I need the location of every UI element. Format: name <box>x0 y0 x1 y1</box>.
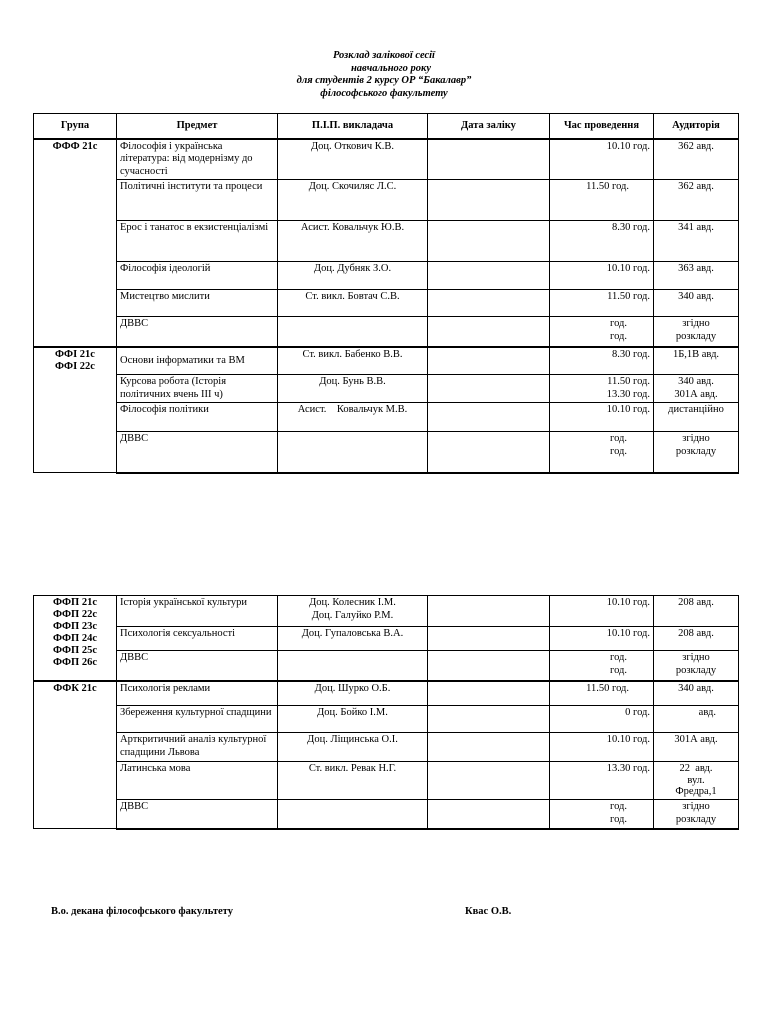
teacher-cell <box>278 596 428 627</box>
room-line: розкладу <box>675 445 717 457</box>
room-cell <box>654 762 739 800</box>
date-cell <box>428 180 550 221</box>
date-cell <box>428 627 550 651</box>
room-cell <box>654 651 739 681</box>
time-line: год. <box>610 652 627 663</box>
subject-cell: Філософія політики <box>117 403 278 432</box>
table-row <box>34 432 739 473</box>
teacher-cell: Асист. Ковальчук М.В. <box>278 403 428 432</box>
room-cell: 340 авд. <box>654 681 739 706</box>
time-line: 13.30 год. <box>606 388 650 400</box>
time-cell <box>550 317 654 347</box>
date-cell <box>428 290 550 317</box>
teacher-line: Доц. Колесник І.М. <box>309 597 396 608</box>
date-cell <box>428 800 550 829</box>
room-cell <box>654 432 739 473</box>
teacher-cell <box>278 432 428 473</box>
time-line: год. <box>610 445 627 457</box>
table-row <box>34 180 739 221</box>
table-row <box>34 347 739 375</box>
subject-cell: Основи інформатики та ВМ <box>117 347 278 375</box>
subject-cell: Латинська мова <box>117 762 278 800</box>
teacher-cell: Ст. викл. Бабенко В.В. <box>278 347 428 375</box>
subject-cell: Філософія ідеологій <box>117 262 278 290</box>
room-cell: 362 авд. <box>654 139 739 180</box>
dean-position: В.о. декана філософського факультету <box>51 906 233 917</box>
date-cell <box>428 762 550 800</box>
group-cell <box>34 347 117 473</box>
date-cell <box>428 651 550 681</box>
table-row <box>34 375 739 403</box>
subject-cell: Арткритичний аналіз культурної спадщини Львова <box>117 733 278 762</box>
group-label: ФФІ 21с <box>55 348 95 360</box>
table-row <box>34 596 739 627</box>
subject-cell: ДВВС <box>117 800 278 829</box>
schedule-table-1 <box>33 113 739 474</box>
date-cell <box>428 403 550 432</box>
table-row <box>34 221 739 262</box>
room-line: згідно <box>682 433 710 444</box>
teacher-cell: Доц. Бунь В.В. <box>278 375 428 403</box>
time-cell: 8.30 год. <box>550 347 654 375</box>
time-cell: 13.30 год. <box>550 762 654 800</box>
time-cell <box>550 651 654 681</box>
room-cell <box>654 375 739 403</box>
table-row <box>34 627 739 651</box>
teacher-cell: Доц. Бойко І.М. <box>278 706 428 733</box>
teacher-cell: Доц. Ліщинська О.І. <box>278 733 428 762</box>
header-faculty: філософського факультету <box>320 87 448 99</box>
time-cell: 10.10 год. <box>550 262 654 290</box>
table-row <box>34 706 739 733</box>
room-cell: 1Б,1В авд. <box>654 347 739 375</box>
table-row <box>34 733 739 762</box>
subject-cell: ДВВС <box>117 432 278 473</box>
room-cell <box>654 317 739 347</box>
col-header-date: Дата заліку <box>428 114 550 139</box>
group-cell <box>34 681 117 829</box>
date-cell <box>428 432 550 473</box>
time-line: 11.50 год. <box>607 376 650 387</box>
room-cell: 363 авд. <box>654 262 739 290</box>
group-cell <box>34 139 117 347</box>
subject-cell: Ерос і танатос в екзистенціалізмі <box>117 221 278 262</box>
group-label: ФФФ 21с <box>52 140 98 152</box>
date-cell <box>428 139 550 180</box>
date-cell <box>428 596 550 627</box>
table-row <box>34 290 739 317</box>
table-row <box>34 317 739 347</box>
group-cell <box>34 596 117 681</box>
room-line: згідно <box>682 652 710 663</box>
room-line: 340 авд. <box>678 376 714 387</box>
group-label: ФФП 26с <box>53 657 97 668</box>
teacher-cell: Ст. викл. Бовтач С.В. <box>278 290 428 317</box>
time-cell: 11.50 год. <box>550 681 654 706</box>
subject-cell: ДВВС <box>117 651 278 681</box>
teacher-cell: Доц. Скочиляс Л.С. <box>278 180 428 221</box>
time-cell: 11.50 год. <box>550 180 654 221</box>
time-cell: 0 год. <box>550 706 654 733</box>
teacher-cell: Асист. Ковальчук Ю.В. <box>278 221 428 262</box>
subject-cell: ДВВС <box>117 317 278 347</box>
room-line: розкладу <box>675 813 717 825</box>
subject-cell: Психологія реклами <box>117 681 278 706</box>
col-header-group: Група <box>34 114 117 139</box>
subject-cell: Політичні інститути та процеси <box>117 180 278 221</box>
time-cell: 10.10 год. <box>550 627 654 651</box>
table-row <box>34 139 739 180</box>
room-cell: 362 авд. <box>654 180 739 221</box>
subject-cell: Філософія і українська література: від модернізму до сучасності <box>117 139 278 180</box>
group-label: ФФІ 22с <box>55 361 95 372</box>
table-header-row <box>34 114 739 139</box>
group-label: ФФП 25с <box>53 645 97 656</box>
room-cell: 208 авд. <box>654 596 739 627</box>
date-cell <box>428 262 550 290</box>
table-row <box>34 681 739 706</box>
subject-cell: Психологія сексуальності <box>117 627 278 651</box>
date-cell <box>428 221 550 262</box>
col-header-subject: Предмет <box>117 114 278 139</box>
time-line: год. <box>610 813 627 825</box>
time-cell: 8.30 год. <box>550 221 654 262</box>
time-cell <box>550 800 654 829</box>
group-label: ФФК 21с <box>53 682 97 694</box>
teacher-cell <box>278 317 428 347</box>
time-cell: 10.10 год. <box>550 139 654 180</box>
header-academic-year: навчального року <box>350 62 432 74</box>
table-row <box>34 403 739 432</box>
time-line: год. <box>610 318 627 329</box>
time-line: год. <box>610 664 627 676</box>
room-cell: дистанційно <box>654 403 739 432</box>
subject-cell: Курсова робота (Історія політичних вчень ІІІ ч) <box>117 375 278 403</box>
col-header-teacher: П.І.П. викладача <box>278 114 428 139</box>
room-line: 301А авд. <box>674 388 718 400</box>
date-cell <box>428 347 550 375</box>
date-cell <box>428 706 550 733</box>
teacher-cell: Ст. викл. Ревак Н.Г. <box>278 762 428 800</box>
time-cell <box>550 432 654 473</box>
time-cell: 11.50 год. <box>550 290 654 317</box>
room-line: згідно <box>682 801 710 812</box>
room-line: вул. <box>687 774 705 786</box>
time-cell <box>550 375 654 403</box>
time-line: год. <box>610 433 627 444</box>
teacher-line: Доц. Галуйко Р.М. <box>311 609 394 621</box>
group-label: ФФП 23с <box>53 621 97 632</box>
teacher-cell: Доц. Гупаловська В.А. <box>278 627 428 651</box>
group-label: ФФП 21с <box>53 597 97 608</box>
time-cell: 10.10 год. <box>550 403 654 432</box>
time-cell: 10.10 год. <box>550 733 654 762</box>
group-label: ФФП 22с <box>53 609 97 620</box>
dean-name: Квас О.В. <box>465 906 512 917</box>
room-cell: 208 авд. <box>654 627 739 651</box>
header-title: Розклад залікової сесії <box>333 50 435 61</box>
schedule-table-2 <box>33 595 739 830</box>
subject-cell: Історія української культури <box>117 596 278 627</box>
date-cell <box>428 317 550 347</box>
col-header-room: Аудиторія <box>654 114 739 139</box>
time-line: год. <box>610 330 627 342</box>
room-cell: авд. <box>654 706 739 733</box>
teacher-cell: Доц. Шурко О.Б. <box>278 681 428 706</box>
header-course: для студентів 2 курсу ОР “Бакалавр” <box>296 75 472 86</box>
table-row <box>34 800 739 829</box>
document-header <box>0 50 768 100</box>
col-header-time: Час проведення <box>550 114 654 139</box>
date-cell <box>428 733 550 762</box>
room-line: згідно <box>682 318 710 329</box>
time-line: год. <box>610 801 627 812</box>
room-line: розкладу <box>675 664 717 676</box>
subject-cell: Збереження культурної спадщини <box>117 706 278 733</box>
teacher-cell <box>278 651 428 681</box>
room-line: розкладу <box>675 330 717 342</box>
room-line: 22 авд. <box>679 763 713 774</box>
date-cell <box>428 681 550 706</box>
group-label: ФФП 24с <box>53 633 97 644</box>
teacher-cell <box>278 800 428 829</box>
subject-cell: Мистецтво мислити <box>117 290 278 317</box>
date-cell <box>428 375 550 403</box>
room-cell: 341 авд. <box>654 221 739 262</box>
teacher-cell: Доц. Откович К.В. <box>278 139 428 180</box>
table-row <box>34 651 739 681</box>
room-cell <box>654 800 739 829</box>
table-row <box>34 262 739 290</box>
room-line: Фредра,1 <box>675 786 717 797</box>
time-cell: 10.10 год. <box>550 596 654 627</box>
room-cell: 301А авд. <box>654 733 739 762</box>
teacher-cell: Доц. Дубняк З.О. <box>278 262 428 290</box>
room-cell: 340 авд. <box>654 290 739 317</box>
table-row <box>34 762 739 800</box>
